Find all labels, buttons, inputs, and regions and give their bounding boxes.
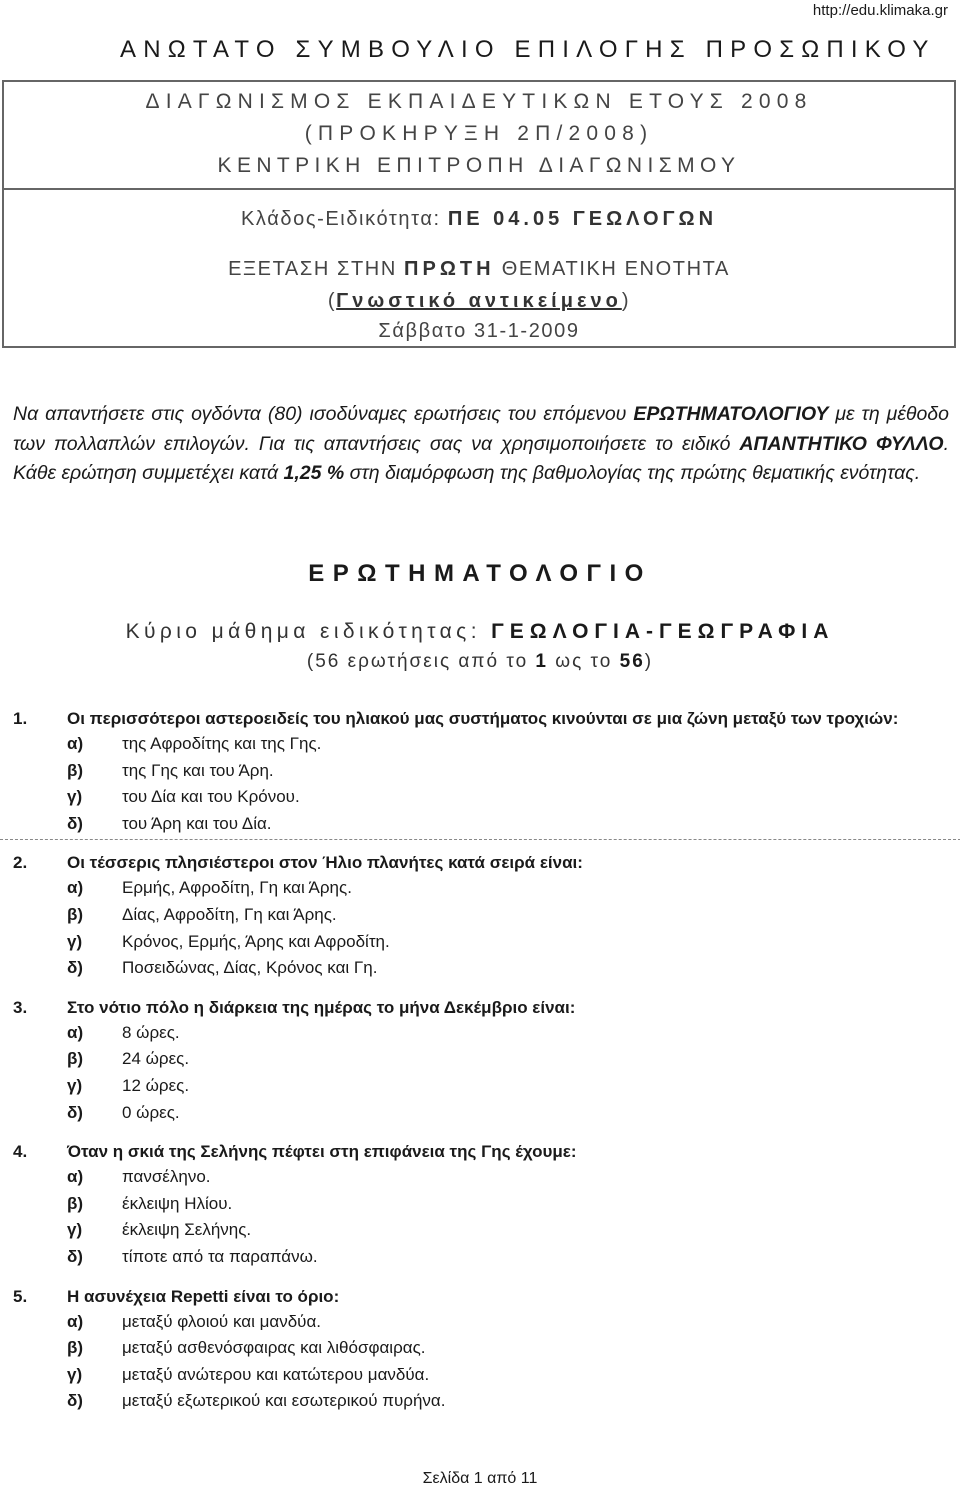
- option-letter: δ): [67, 1246, 83, 1266]
- exam-ordinal: ΠΡΩΤΗ: [404, 258, 495, 280]
- option-letter: α): [67, 734, 84, 753]
- option-letter: β): [67, 1338, 84, 1358]
- specialty-line: [4, 208, 954, 231]
- main-subject-label: Κύριο μάθημα ειδικότητας:: [125, 620, 492, 643]
- option-text: 8 ώρες.: [122, 1022, 180, 1042]
- option-letter: α): [67, 1167, 84, 1187]
- option-letter: β): [67, 1049, 84, 1069]
- option: [13, 955, 948, 982]
- option: [13, 811, 948, 838]
- option-letter: δ): [67, 1102, 83, 1122]
- option-text: μεταξύ φλοιού και μανδύα.: [122, 1311, 322, 1331]
- exam-info-box: [2, 80, 956, 348]
- box-divider: [4, 188, 954, 190]
- option: [13, 1362, 948, 1389]
- option-text: Κρόνος, Ερμής, Άρης και Αφροδίτη.: [122, 931, 390, 951]
- announcement-ref: (ΠΡΟΚΗΡΥΞΗ 2Π/2008): [304, 122, 654, 145]
- option-letter: β): [67, 904, 84, 924]
- intro-bold-weight: 1,25 %: [283, 462, 345, 484]
- count-mid: ως το: [548, 651, 620, 672]
- option-text: του Δία και του Κρόνου.: [122, 787, 300, 807]
- question-text: Όταν η σκιά της Σελήνης πέφτει στη επιφάνεια της Γης έχουμε:: [67, 1142, 577, 1162]
- intro-bold-questionnaire: ΕΡΩΤΗΜΑΤΟΛΟΓΙΟΥ: [633, 403, 829, 425]
- question-number: 1.: [13, 709, 28, 728]
- exam-prefix: ΕΞΕΤΑΣΗ ΣΤΗΝ: [228, 258, 405, 280]
- option-letter: δ): [67, 1391, 83, 1411]
- count-from: 1: [535, 651, 548, 672]
- option-text: έκλειψη Ηλίου.: [122, 1193, 233, 1213]
- option: [13, 731, 948, 758]
- subject-close: ): [621, 290, 631, 312]
- option-letter: α): [67, 878, 84, 898]
- specialty-label: Κλάδος-Ειδικότητα:: [240, 208, 448, 230]
- main-subject-value: ΓΕΩΛΟΓΙΑ-ΓΕΩΓΡΑΦΙΑ: [491, 620, 835, 643]
- specialty-value: ΠΕ 04.05 ΓΕΩΛΟΓΩΝ: [447, 208, 718, 230]
- exam-date: Σάββατο 31-1-2009: [378, 320, 580, 342]
- option-text: πανσέληνο.: [122, 1167, 211, 1187]
- option-letter: γ): [67, 1364, 83, 1384]
- question-count-line: [0, 651, 960, 673]
- option-text: μεταξύ εξωτερικού και εσωτερικού πυρήνα.: [122, 1391, 446, 1411]
- question-separator: [0, 839, 960, 840]
- option-text: έκλειψη Σελήνης.: [122, 1220, 252, 1240]
- option: [13, 1244, 948, 1271]
- question-5: [13, 1284, 948, 1415]
- option-text: 0 ώρες.: [122, 1102, 180, 1122]
- count-prefix: (56 ερωτήσεις από το: [306, 651, 536, 672]
- question-spacer: [0, 1128, 960, 1129]
- option: [13, 1191, 948, 1218]
- option-text: της Αφροδίτης και της Γης.: [122, 734, 322, 753]
- option-letter: α): [67, 1022, 84, 1042]
- option-text: της Γης και του Άρη.: [122, 760, 274, 780]
- page-number: Σελίδα 1 από 11: [422, 1470, 538, 1487]
- option: [13, 1164, 948, 1191]
- intro-text-4: στη διαμόρφωση της βαθμολογίας της πρώτης θεματικής ενότητας.: [344, 462, 921, 484]
- option-letter: γ): [67, 931, 83, 951]
- option-text: 24 ώρες.: [122, 1049, 190, 1069]
- subject-type-line: [4, 290, 954, 313]
- option-text: Ποσειδώνας, Δίας, Κρόνος και Γη.: [122, 958, 378, 978]
- option-letter: α): [67, 1311, 84, 1331]
- option-letter: γ): [67, 1220, 83, 1240]
- questionnaire-title: ΕΡΩΤΗΜΑΤΟΛΟΓΙΟ: [308, 560, 652, 587]
- question-text: Οι περισσότεροι αστεροειδείς του ηλιακού μας συστήματος κινούνται σε μια ζώνη μεταξύ των τροχιών:: [67, 709, 899, 728]
- option: [13, 758, 948, 785]
- option-letter: δ): [67, 958, 83, 978]
- option: [13, 929, 948, 956]
- count-suffix: ): [644, 651, 654, 672]
- option: [13, 1335, 948, 1362]
- question-text: Οι τέσσερις πλησιέστεροι στον Ήλιο πλανήτες κατά σειρά είναι:: [67, 853, 583, 873]
- exam-suffix: ΘΕΜΑΤΙΚΗ ΕΝΟΤΗΤΑ: [494, 258, 730, 280]
- subject-type: Γνωστικό αντικείμενο: [336, 290, 622, 312]
- option-letter: β): [67, 1193, 84, 1213]
- option-text: του Άρη και του Δία.: [122, 813, 272, 833]
- intro-bold-answer-sheet: ΑΠΑΝΤΗΤΙΚΟ ΦΥΛΛΟ: [739, 432, 944, 455]
- option: [13, 1217, 948, 1244]
- main-subject-line: [0, 620, 960, 644]
- option: [13, 1073, 948, 1100]
- option-letter: γ): [67, 1075, 83, 1095]
- question-text: Η ασυνέχεια Repetti είναι το όριο:: [67, 1286, 340, 1306]
- question-spacer: [0, 1273, 960, 1274]
- question-1: [13, 706, 948, 840]
- organization-title: ΑΝΩΤΑΤΟ ΣΥΜΒΟΥΛΙΟ ΕΠΙΛΟΓΗΣ ΠΡΟΣΩΠΙΚΟΥ: [120, 36, 936, 63]
- option: [13, 1020, 948, 1047]
- option: [13, 1388, 948, 1415]
- question-number: 5.: [13, 1286, 28, 1306]
- option-text: 12 ώρες.: [122, 1075, 190, 1095]
- competition-title: ΔΙΑΓΩΝΙΣΜΟΣ ΕΚΠΑΙΔΕΥΤΙΚΩΝ ΕΤΟΥΣ 2008: [145, 90, 813, 113]
- option: [13, 784, 948, 811]
- option: [13, 1309, 948, 1336]
- question-number: 2.: [13, 853, 28, 873]
- subject-open: (: [327, 290, 337, 312]
- option: [13, 1046, 948, 1073]
- source-url[interactable]: http://edu.klimaka.gr: [812, 2, 948, 19]
- intro-text-3: . Κάθε ερώτηση συμμετέχει κατά: [13, 432, 949, 484]
- instructions-paragraph: [13, 400, 949, 489]
- question-spacer: [0, 984, 960, 985]
- question-number: 4.: [13, 1142, 28, 1162]
- question-4: [13, 1139, 948, 1273]
- question-3: [13, 995, 948, 1129]
- option: [13, 875, 948, 902]
- option-text: Ερμής, Αφροδίτη, Γη και Άρης.: [122, 878, 352, 898]
- question-list: [13, 706, 948, 1415]
- option-text: μεταξύ ασθενόσφαιρας και λιθόσφαιρας.: [122, 1338, 426, 1358]
- option-letter: β): [67, 760, 84, 780]
- question-text: Στο νότιο πόλο η διάρκεια της ημέρας το μήνα Δεκέμβριο είναι:: [67, 997, 576, 1017]
- option-text: Δίας, Αφροδίτη, Γη και Άρης.: [122, 904, 337, 924]
- question-2: [13, 850, 948, 984]
- option: [13, 1100, 948, 1127]
- count-to: 56: [619, 651, 645, 672]
- option-letter: γ): [67, 787, 83, 807]
- committee-name: ΚΕΝΤΡΙΚΗ ΕΠΙΤΡΟΠΗ ΔΙΑΓΩΝΙΣΜΟΥ: [217, 154, 741, 177]
- exam-unit-line: [4, 258, 954, 281]
- option: [13, 902, 948, 929]
- intro-text-2: με τη μέθοδο των πολλαπλών επιλογών. Για τις απαντήσεις σας να χρησιμοποιήσετε το ειδικό: [13, 403, 949, 455]
- option-text: μεταξύ ανώτερου και κατώτερου μανδύα.: [122, 1364, 430, 1384]
- option-letter: δ): [67, 813, 83, 833]
- option-text: τίποτε από τα παραπάνω.: [122, 1246, 318, 1266]
- question-number: 3.: [13, 997, 28, 1017]
- intro-text-1: Να απαντήσετε στις ογδόντα (80) ισοδύναμες ερωτήσεις του επόμενου: [13, 403, 634, 425]
